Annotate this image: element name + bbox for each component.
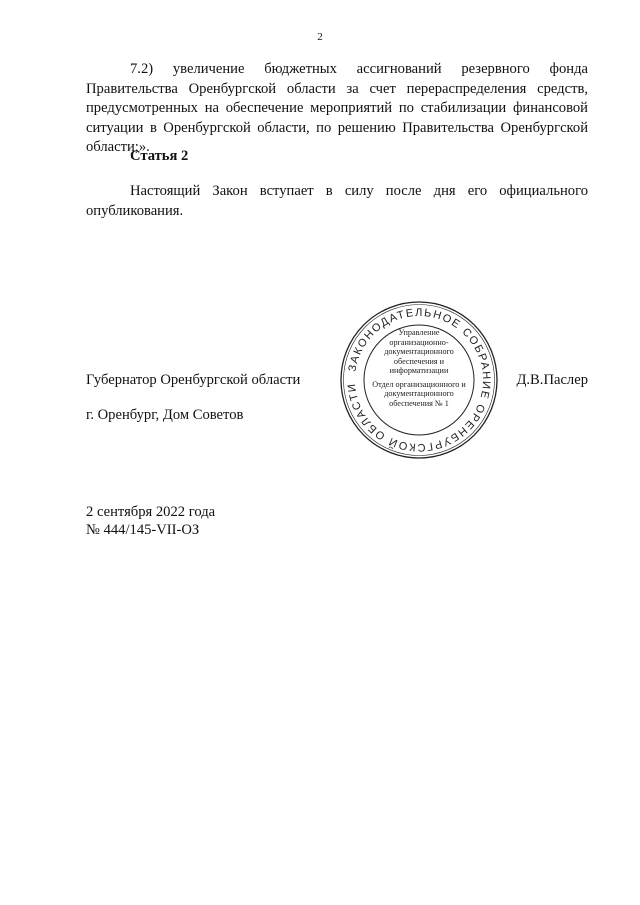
law-date: 2 сентября 2022 года <box>86 504 216 520</box>
page-number: 2 <box>317 31 323 43</box>
signatory-name: Д.В.Паслер <box>516 372 588 388</box>
seal-center-text <box>369 328 469 408</box>
official-seal-stamp <box>339 300 499 460</box>
seal-department: Управление организационно-документационного обеспечения и информатизации <box>384 328 454 375</box>
signing-place: г. Оренбург, Дом Советов <box>86 407 244 423</box>
paragraph-article-2: Настоящий Закон вступает в силу после дня его официального опубликования. <box>86 183 588 219</box>
seal-ring-text: ЗАКОНОДАТЕЛЬНОЕ СОБРАНИЕ ОРЕНБУРГСКОЙ ОБЛАСТИ <box>346 306 493 454</box>
article-2-heading: Статья 2 <box>130 148 189 164</box>
signatory-title: Губернатор Оренбургской области <box>86 372 301 388</box>
signature-line <box>86 372 588 389</box>
paragraph-article-1-item-7-2: 7.2) увеличение бюджетных ассигнований резервного фонда Правительства Оренбургской области за счет перераспределения средств, предусмотренных на обеспечение мероприятий по стабилизации финансовой ситуации в Оренбургской области, по решению Правительства Оренбургской области;». <box>86 61 588 155</box>
seal-division: Отдел организационного и документационного обеспечения № 1 <box>372 379 466 408</box>
law-number: № 444/145-VII-ОЗ <box>86 522 200 538</box>
